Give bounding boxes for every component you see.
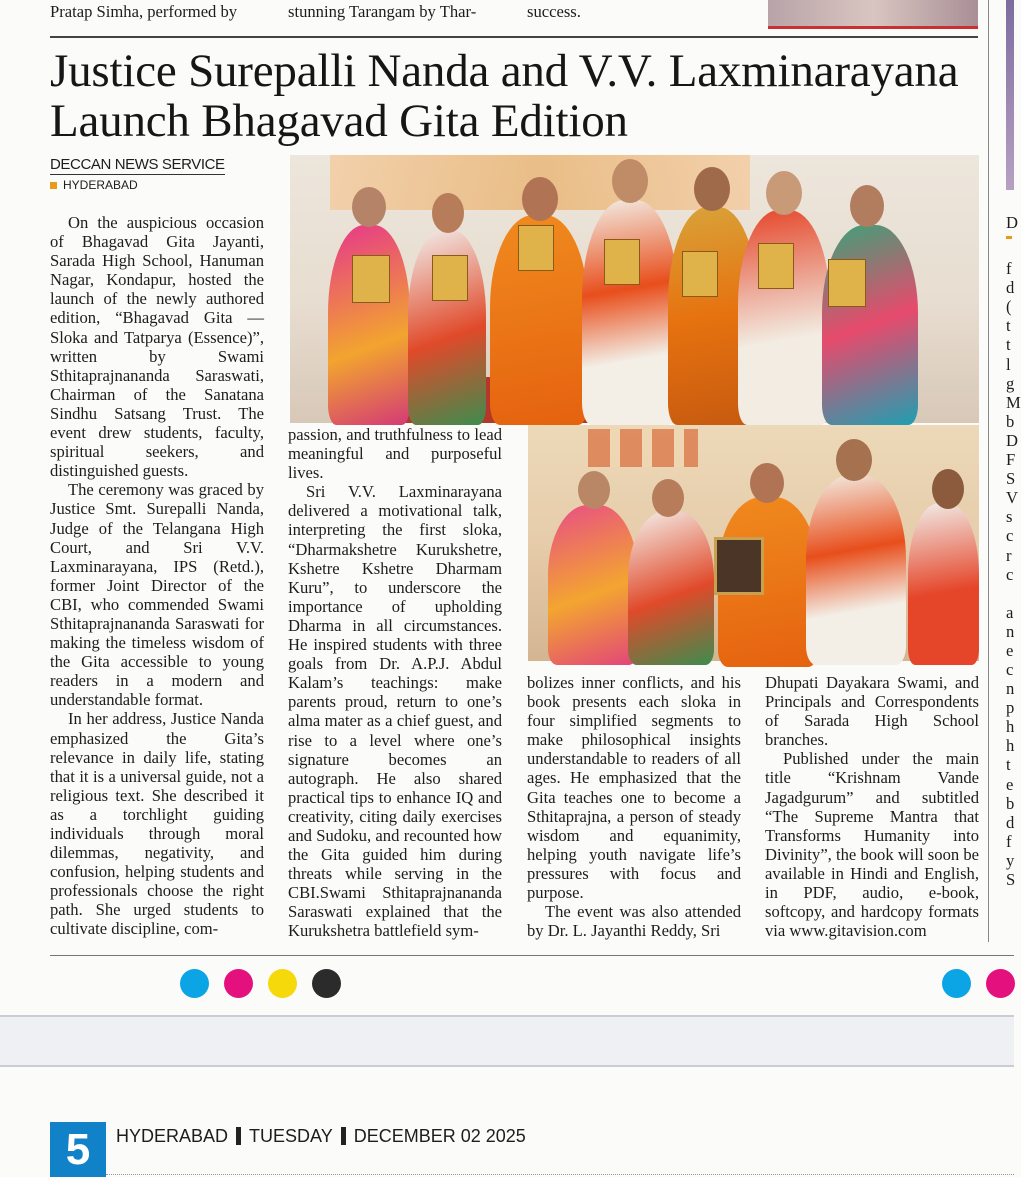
folio-separator (236, 1127, 241, 1145)
top-photo-strip (768, 0, 978, 29)
col1-paragraph-3: In her address, Justice Nanda emphasized the Gita’s relevance in daily life, stating that it is a universal guide, not a religious text. She described it as a torchlight guiding individuals through moral dilemmas, negativity, and confusion, helping students and professionals choose the right path. She urged students to cultivate discipline, com- (50, 709, 264, 939)
photo2-person-1 (548, 505, 638, 665)
edge-letter: c (1006, 659, 1014, 679)
edge-letter: l (1006, 354, 1011, 374)
byline-city-row (50, 178, 138, 192)
person-7 (822, 225, 918, 425)
framed-portrait (714, 537, 764, 595)
edge-letter: g (1006, 373, 1015, 393)
edge-letter: r (1006, 545, 1012, 565)
edge-letter: n (1006, 621, 1015, 641)
backdrop-deities (588, 429, 698, 467)
edge-letter: F (1006, 450, 1016, 470)
edge-letter: f (1006, 259, 1012, 279)
page-number-box (50, 1122, 106, 1177)
headline-line-2: Launch Bhagavad Gita Edition (50, 95, 628, 147)
bottom-article-rule (50, 955, 1014, 956)
article-column-3 (527, 673, 741, 940)
registration-dot-yellow (268, 969, 297, 998)
person-7-head (850, 185, 884, 227)
edge-letter: y (1006, 850, 1015, 870)
byline-city: HYDERABAD (63, 178, 138, 192)
edge-letter: t (1006, 755, 1011, 775)
top-rule (50, 36, 978, 38)
edge-letter: b (1006, 411, 1015, 431)
main-photo (290, 155, 979, 423)
person-5-head (694, 167, 730, 211)
col3-paragraph-1: bolizes inner conflicts, and his book presents each sloka in four simplified segments to make philosophical insights understandable to readers of all ages. He emphasized that the Gita teaches one to become a Sthitaprajna, a person of steady wisdom and equanimity, helping youth navigate life’s pressures with focus and purpose. (527, 673, 741, 903)
page-number: 5 (65, 1125, 91, 1174)
registration-dot-cyan-right (942, 969, 971, 998)
book-2 (432, 255, 468, 301)
book-6 (758, 243, 794, 289)
edge-letter: h (1006, 717, 1015, 737)
second-photo (528, 425, 979, 661)
photo2-person-3-head (750, 463, 784, 503)
edge-gap (1006, 584, 1016, 603)
edge-letter: S (1006, 870, 1016, 889)
photo2-person-5 (908, 503, 979, 665)
person-3-head (522, 177, 558, 221)
edge-letter: D (1006, 430, 1018, 450)
edge-letter: d (1006, 812, 1015, 832)
edge-letter: t (1006, 316, 1011, 336)
top-fragment-1: Pratap Simha, performed by (50, 2, 238, 21)
book-1 (352, 255, 390, 303)
article-column-2 (288, 425, 502, 941)
registration-dot-cyan (180, 969, 209, 998)
edge-letter: t (1006, 335, 1011, 355)
edge-letter: f (1006, 831, 1012, 851)
col1-paragraph-2: The ceremony was graced by Justice Smt. Surepalli Nanda, Judge of the Telangana High Court, and Sri V.V. Laxminarayana, IPS (Retd.), former Joint Director of the CBI, who commended Swami Sthitaprajnananda Saraswati for making the timeless wisdom of the Gita accessible to young readers in a modern and understandable format. (50, 480, 264, 710)
person-4-head (612, 159, 648, 203)
photo2-person-4 (806, 475, 906, 665)
dateline-square-icon (50, 182, 57, 189)
footer-folio (116, 1124, 526, 1148)
edge-letter: s (1006, 507, 1013, 527)
person-6-head (766, 171, 802, 215)
edge-letter: h (1006, 736, 1015, 756)
edge-letter: S (1006, 469, 1016, 489)
edge-letter: d (1006, 278, 1015, 298)
col4-paragraph-1: Dhupati Dayakara Swami, and Principals and Correspondents of Sarada High School branches. (765, 673, 979, 750)
footer-city: HYDERABAD (116, 1126, 229, 1146)
col2-paragraph-2: Sri V.V. Laxminarayana delivered a motivational talk, interpreting the first sloka, “Dharmakshetre Kurukshetre, Kshetre Kshetre Dharmam Kuru”, to underscore the importance of upholding Dharma in all circumstances. He inspired students with three goals from Dr. A.P.J. Abdul Kalam’s teachings: make parents proud, return to one’s alma mater as a chief guest, and rise to a level where one’s signature becomes an autograph. He also shared practical tips to enhance IQ and creativity, citing daily exercises and Sudoku, and recounted how the Gita guided him during threats while serving in the CBI.Swami Sthitaprajnananda Saraswati explained that the Kurukshetra battlefield sym- (288, 482, 502, 941)
edge-letter: e (1006, 774, 1014, 794)
right-edge-column (1006, 213, 1021, 889)
top-fragment-2: stunning Tarangam by Thar- (288, 2, 477, 21)
right-photo-sliver (1006, 0, 1014, 190)
edge-letter: e (1006, 640, 1014, 660)
byline-agency: DECCAN NEWS SERVICE (50, 156, 225, 173)
edge-letter: c (1006, 564, 1014, 584)
col3-paragraph-2: The event was also attended by Dr. L. Jayanthi Reddy, Sri (527, 902, 741, 941)
person-1-head (352, 187, 386, 227)
headline-line-1: Justice Surepalli Nanda and V.V. Laxminarayana (50, 45, 959, 97)
footer-day: TUESDAY (249, 1126, 333, 1146)
book-4 (604, 239, 640, 285)
person-2-head (432, 193, 464, 233)
col1-paragraph-1: On the auspicious occasion of Bhagavad Gita Jayanti, Sarada High School, Hanuman Nagar, Kondapur, hosted the launch of the newly authored edition, “Bhagavad Gita — Sloka and Tatparya (Essence)”, written by Swami Sthitaprajnananda Saraswati, Chairman of the Sanatana Sindhu Satsang Trust. The event drew students, faculty, spiritual seekers, and distinguished guests. (50, 213, 264, 481)
photo2-person-4-head (836, 439, 872, 481)
edge-letter: V (1006, 488, 1018, 508)
headline (50, 46, 990, 146)
book-5 (682, 251, 718, 297)
footer-date: DECEMBER 02 2025 (353, 1126, 526, 1146)
registration-dot-magenta (224, 969, 253, 998)
top-fragment-3: success. (527, 2, 581, 21)
registration-dot-black (312, 969, 341, 998)
col4-paragraph-2: Published under the main title “Krishnam Vande Jagadgurum” and subtitled “The Supreme Mantra that Transforms Humanity into Divinity”, the book will soon be available in Hindi and English, in PDF, audio, e-book, softcopy, and hardcopy formats via www.gitavision.com (765, 749, 979, 941)
page-gutter (0, 1015, 1014, 1067)
col2-paragraph-1: passion, and truthfulness to lead meaningful and purposeful lives. (288, 425, 502, 483)
edge-letter: b (1006, 793, 1015, 813)
photo2-person-2 (628, 511, 714, 665)
edge-square (1006, 236, 1012, 239)
photo2-person-5-head (932, 469, 964, 509)
photo2-person-1-head (578, 471, 610, 509)
registration-dot-magenta-right (986, 969, 1015, 998)
edge-letter: p (1006, 698, 1015, 718)
article-column-1 (50, 213, 264, 939)
photo2-person-2-head (652, 479, 684, 517)
article-column-4 (765, 673, 979, 940)
edge-letter: n (1006, 679, 1015, 699)
footer-dotted-rule (106, 1174, 1014, 1175)
edge-letter: c (1006, 526, 1014, 546)
edge-letter: M (1006, 392, 1021, 412)
edge-letter: D (1006, 213, 1018, 232)
book-3 (518, 225, 554, 271)
book-7 (828, 259, 866, 307)
edge-letter: a (1006, 602, 1014, 622)
folio-separator (341, 1127, 346, 1145)
person-4 (582, 200, 678, 425)
edge-letter: ( (1006, 297, 1012, 317)
